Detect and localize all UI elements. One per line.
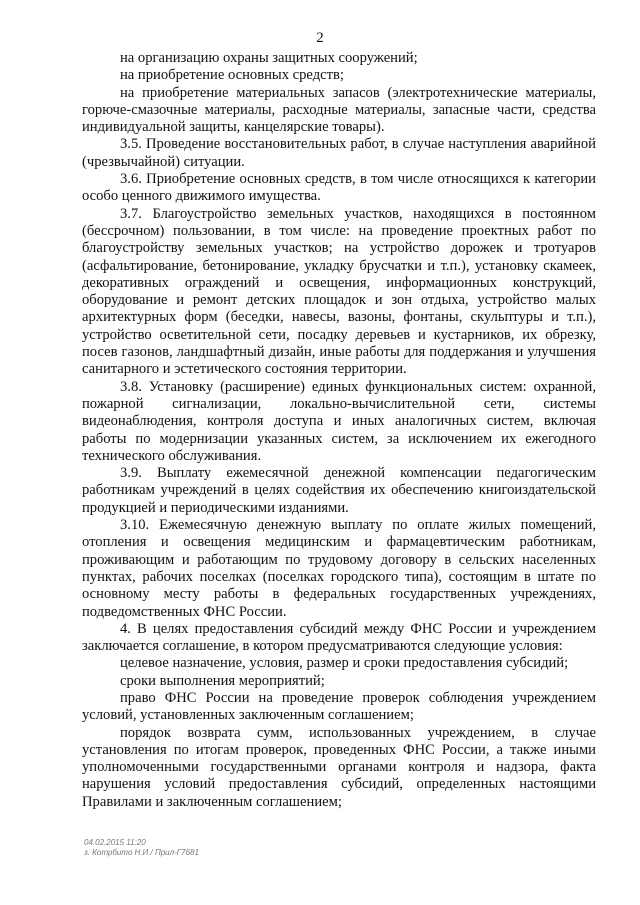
paragraph: 3.9. Выплату ежемесячной денежной компенсации педагогическим работникам учреждений в целях содействия их обеспечению книгоиздательской продукцией и периодическими изданиями.: [82, 465, 596, 516]
paragraph: 3.6. Приобретение основных средств, в том числе относящихся к категории особо ценного движимого имущества.: [82, 171, 596, 205]
paragraph: на приобретение основных средств;: [120, 67, 344, 84]
page-number: 2: [316, 30, 324, 46]
paragraph: целевое назначение, условия, размер и сроки предоставления субсидий;: [120, 655, 569, 672]
paragraph: 3.8. Установку (расширение) единых функциональных систем: охранной, пожарной сигнализации, локально-вычислительной сети, системы видеонаблюдения, контроля доступа и иных аналогичных систем, включая работы по модернизации указанных систем, за исключением их ежегодного технического обслуживания.: [82, 378, 596, 464]
paragraph: 3.7. Благоустройство земельных участков, находящихся в постоянном (бессрочном) пользовании, в том числе: на проведение проектных работ по благоустройству земельных участков; на устройство дорожек и тротуаров (асфальтирование, бетонирование, укладку брусчатки и т.п.), установку скамеек, декоративных ограждений и освещения, информационных конструкций, оборудование и ремонт детских площадок и зон отдыха, устройство малых архитектурных форм (беседки, навесы, вазоны, фонтаны, скульптуры и т.п.), устройство осветительной сети, посадку деревьев и кустарников, их обрезку, посев газонов, ландшафтный дизайн, иные работы для поддержания и улучшения санитарного и эстетического состояния территории.: [82, 205, 596, 378]
paragraph: сроки выполнения мероприятий;: [120, 672, 325, 689]
document-body: [82, 50, 596, 811]
paragraph: 4. В целях предоставления субсидий между ФНС России и учреждением заключается соглашение, в котором предусматриваются следующие условия:: [82, 620, 596, 655]
paragraph: 3.5. Проведение восстановительных работ, в случае наступления аварийной (чрезвычайной) ситуации.: [82, 136, 596, 170]
paragraph: порядок возврата сумм, использованных учреждением, в случае установления по итогам проверок, проведенных ФНС России, а также иными уполномоченными государственными органами контроля и надзора, факта нарушения условий предоставления субсидий, определенных настоящими Правилами и заключенным соглашением;: [82, 724, 596, 810]
document-footer: [84, 838, 199, 858]
paragraph: на приобретение материальных запасов (электротехнические материалы, горюче-смазочные материалы, расходные материалы, запасные части, средства индивидуальной защиты, канцелярские товары).: [82, 84, 596, 136]
paragraph: право ФНС России на проведение проверок соблюдения учреждением условий, установленных заключенным соглашением;: [82, 689, 596, 724]
paragraph: 3.10. Ежемесячную денежную выплату по оплате жилых помещений, отопления и освещения медицинским и фармацевтическим работникам, проживающим и работающим по трудовому договору в сельских населенных пунктах, рабочих поселках (поселках городского типа), состоящим в штате по основному месту работы в федеральных государственных учреждениях, подведомственных ФНС России.: [82, 517, 596, 620]
footer-file-reference: з. Котрбито Н.И./ Прил-Г7681: [84, 848, 199, 857]
paragraph: на организацию охраны защитных сооружений;: [120, 50, 418, 66]
footer-timestamp: 04.02.2015 11:20: [84, 838, 146, 847]
